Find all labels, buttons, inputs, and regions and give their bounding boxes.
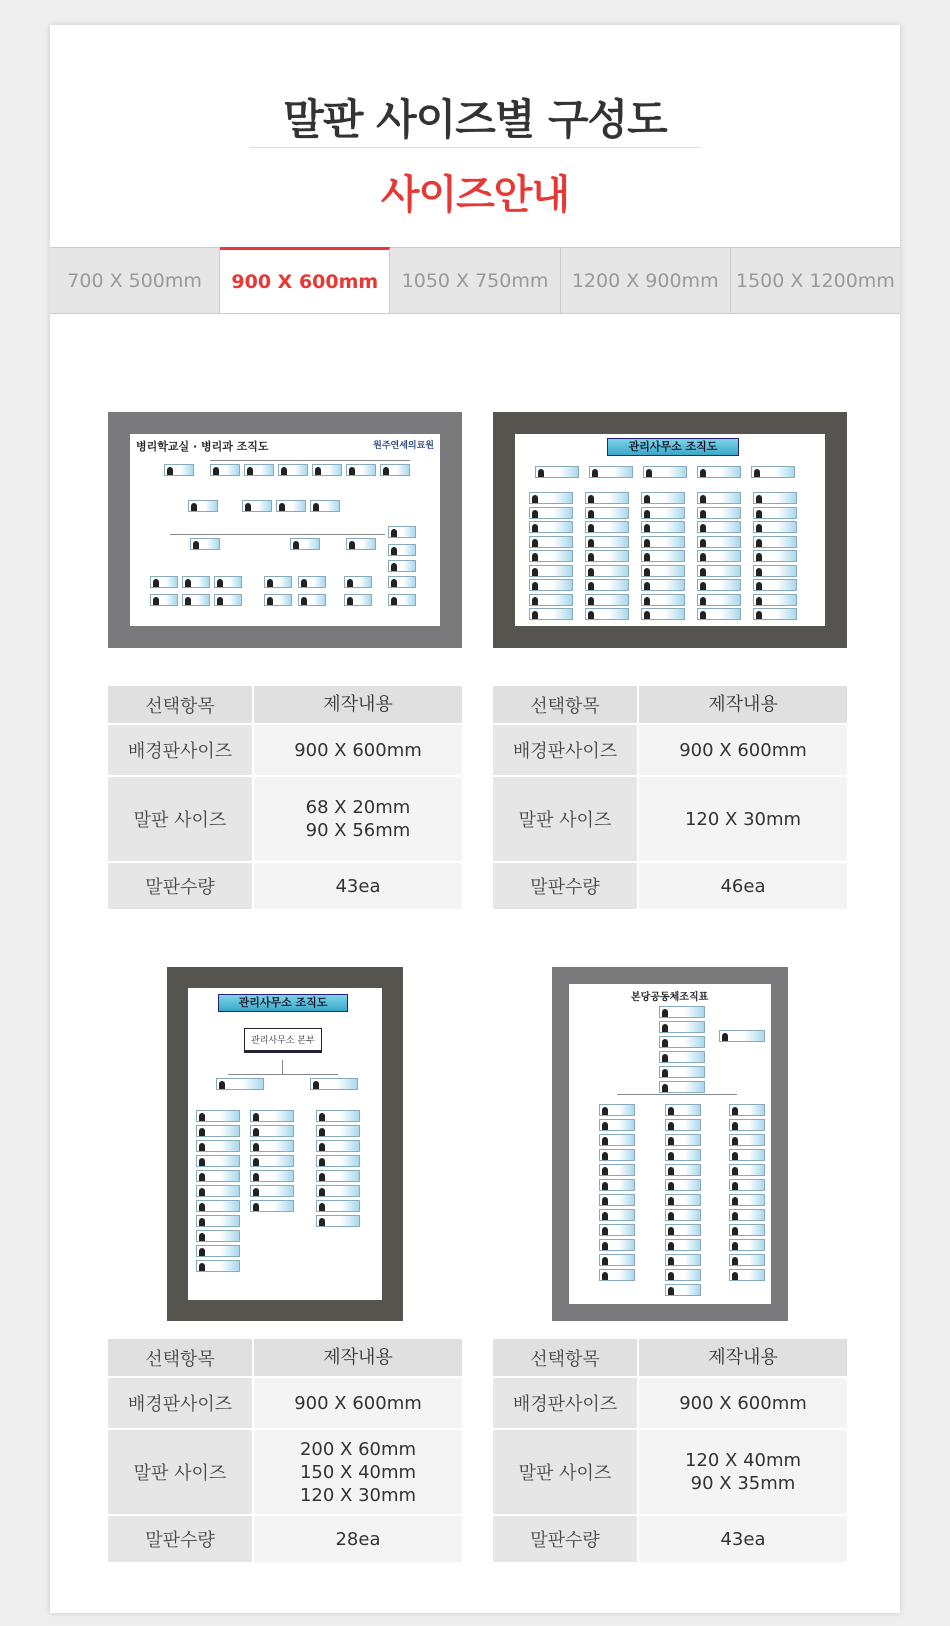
chart-nameplate [529, 565, 573, 577]
chart-nameplate [585, 507, 629, 519]
chart-nameplate [697, 579, 741, 591]
tab-1200x900[interactable]: 1200 X 900mm [561, 248, 731, 313]
chart-nameplate [641, 608, 685, 620]
chart-nameplate [665, 1239, 701, 1251]
plate-size-line: 90 X 56mm [305, 820, 411, 841]
bg-size-val: 900 X 600mm [253, 1377, 462, 1429]
chart-nameplate [150, 576, 178, 588]
chart-nameplate [244, 464, 274, 476]
chart-nameplate [585, 608, 629, 620]
preview-title: 관리사무소 조직도 [607, 438, 739, 456]
plate-size-val [638, 1429, 847, 1515]
plate-size-line: 150 X 40mm [299, 1461, 417, 1483]
chart-nameplate [388, 594, 416, 606]
bg-size-val: 900 X 600mm [638, 1377, 847, 1429]
qty-val: 46ea [638, 862, 847, 910]
chart-nameplate [310, 1078, 358, 1090]
tab-1500x1200[interactable]: 1500 X 1200mm [736, 269, 895, 292]
chart-nameplate [753, 521, 797, 533]
chart-nameplate [196, 1215, 240, 1227]
chart-nameplate [697, 492, 741, 504]
chart-nameplate [242, 500, 272, 512]
plate-size-key: 말판 사이즈 [493, 776, 638, 862]
tab-1050x750[interactable]: 1050 X 750mm [390, 248, 560, 313]
chart-nameplate [641, 594, 685, 606]
chart-nameplate [697, 521, 741, 533]
chart-connector [170, 534, 385, 535]
size-tabs [50, 247, 900, 314]
chart-nameplate [164, 464, 194, 476]
chart-nameplate [665, 1104, 701, 1116]
chart-nameplate [729, 1224, 765, 1236]
board-preview-2 [493, 412, 847, 648]
chart-nameplate [641, 536, 685, 548]
plate-size-line: 120 X 30mm [299, 1484, 417, 1506]
chart-nameplate [196, 1200, 240, 1212]
chart-nameplate [214, 576, 242, 588]
chart-nameplate [298, 594, 326, 606]
chart-nameplate [641, 550, 685, 562]
chart-nameplate [190, 538, 220, 550]
chart-nameplate [182, 576, 210, 588]
chart-nameplate [216, 1078, 264, 1090]
chart-nameplate [264, 594, 292, 606]
preview-title: 병리학교실 · 병리과 조직도 [136, 440, 269, 453]
chart-nameplate [276, 500, 306, 512]
chart-nameplate [659, 1066, 705, 1078]
chart-nameplate [641, 507, 685, 519]
chart-nameplate [529, 536, 573, 548]
chart-nameplate [697, 466, 741, 478]
title-divider [250, 147, 700, 148]
tab-700x500[interactable]: 700 X 500mm [50, 248, 220, 313]
chart-nameplate [529, 608, 573, 620]
chart-nameplate [250, 1125, 294, 1137]
chart-nameplate [697, 565, 741, 577]
chart-nameplate [753, 608, 797, 620]
chart-nameplate [665, 1224, 701, 1236]
chart-nameplate [316, 1215, 360, 1227]
chart-nameplate [697, 608, 741, 620]
chart-nameplate [316, 1170, 360, 1182]
chart-nameplate [290, 538, 320, 550]
chart-nameplate [659, 1051, 705, 1063]
chart-nameplate [665, 1209, 701, 1221]
chart-nameplate [316, 1185, 360, 1197]
chart-nameplate [344, 594, 372, 606]
chart-nameplate [585, 550, 629, 562]
chart-nameplate [298, 576, 326, 588]
page-title: 말판 사이즈별 구성도 [283, 95, 667, 144]
chart-nameplate [729, 1149, 765, 1161]
chart-nameplate [665, 1164, 701, 1176]
chart-nameplate [388, 526, 416, 538]
chart-nameplate [665, 1179, 701, 1191]
chart-nameplate [196, 1140, 240, 1152]
chart-nameplate [196, 1185, 240, 1197]
content-panel [50, 25, 900, 1613]
chart-nameplate [264, 576, 292, 588]
chart-nameplate [665, 1149, 701, 1161]
chart-nameplate [388, 544, 416, 556]
chart-nameplate [188, 500, 218, 512]
qty-val: 43ea [253, 862, 462, 910]
chart-nameplate [665, 1194, 701, 1206]
plate-size-key: 말판 사이즈 [108, 1429, 253, 1515]
chart-nameplate [729, 1269, 765, 1281]
preview-subtitle: 관리사무소 본부 [244, 1028, 322, 1053]
head-key: 선택항목 [493, 1339, 638, 1377]
head-val: 제작내용 [638, 686, 847, 724]
bg-size-val: 900 X 600mm [253, 724, 462, 776]
chart-nameplate [346, 538, 376, 550]
chart-nameplate [196, 1170, 240, 1182]
plate-size-line: 120 X 30mm [684, 808, 802, 830]
chart-nameplate [250, 1200, 294, 1212]
chart-nameplate [585, 565, 629, 577]
chart-nameplate [697, 594, 741, 606]
bg-size-key: 배경판사이즈 [108, 1377, 253, 1429]
chart-nameplate [535, 466, 579, 478]
qty-key: 말판수량 [108, 1515, 253, 1563]
tab-900x600[interactable]: 900 X 600mm [220, 247, 390, 313]
bg-size-key: 배경판사이즈 [493, 1377, 638, 1429]
chart-nameplate [316, 1200, 360, 1212]
chart-nameplate [344, 576, 372, 588]
preview-title: 관리사무소 조직도 [218, 994, 348, 1012]
page-subtitle: 사이즈안내 [380, 172, 570, 218]
spec-table-2 [493, 686, 847, 911]
spec-table-1 [108, 686, 462, 911]
chart-nameplate [659, 1006, 705, 1018]
board-canvas [569, 984, 771, 1304]
chart-connector [210, 460, 410, 461]
chart-nameplate [529, 521, 573, 533]
chart-nameplate [529, 507, 573, 519]
head-key: 선택항목 [108, 1339, 253, 1377]
plate-size-line: 120 X 40mm [684, 1450, 802, 1471]
qty-val: 43ea [638, 1515, 847, 1563]
chart-nameplate [250, 1170, 294, 1182]
board-preview-4 [552, 967, 788, 1321]
chart-nameplate [196, 1245, 240, 1257]
chart-nameplate [665, 1254, 701, 1266]
preview-logo: 원주연세의료원 [373, 441, 434, 451]
board-preview-1 [108, 412, 462, 648]
chart-nameplate [585, 594, 629, 606]
chart-nameplate [599, 1104, 635, 1116]
chart-nameplate [729, 1179, 765, 1191]
chart-nameplate [659, 1081, 705, 1093]
chart-nameplate [665, 1269, 701, 1281]
chart-nameplate [196, 1125, 240, 1137]
chart-nameplate [214, 594, 242, 606]
chart-nameplate [753, 594, 797, 606]
head-key: 선택항목 [108, 686, 253, 724]
chart-nameplate [729, 1194, 765, 1206]
plate-size-line: 200 X 60mm [299, 1438, 417, 1460]
chart-nameplate [599, 1164, 635, 1176]
board-preview-3 [167, 967, 403, 1321]
chart-nameplate [599, 1149, 635, 1161]
chart-nameplate [380, 464, 410, 476]
qty-val: 28ea [253, 1515, 462, 1563]
chart-nameplate [729, 1134, 765, 1146]
chart-nameplate [585, 579, 629, 591]
head-val: 제작내용 [638, 1339, 847, 1377]
head-val: 제작내용 [253, 686, 462, 724]
chart-nameplate [697, 507, 741, 519]
chart-nameplate [659, 1021, 705, 1033]
head-key: 선택항목 [493, 686, 638, 724]
chart-nameplate [641, 565, 685, 577]
chart-nameplate [529, 594, 573, 606]
chart-nameplate [585, 521, 629, 533]
chart-nameplate [599, 1224, 635, 1236]
chart-nameplate [278, 464, 308, 476]
plate-size-line: 68 X 20mm [305, 797, 411, 818]
spec-table-4 [493, 1339, 847, 1564]
chart-nameplate [729, 1119, 765, 1131]
chart-nameplate [250, 1155, 294, 1167]
chart-nameplate [529, 579, 573, 591]
chart-nameplate [729, 1254, 765, 1266]
plate-size-val [253, 1429, 462, 1515]
chart-nameplate [210, 464, 240, 476]
chart-nameplate [316, 1155, 360, 1167]
chart-nameplate [729, 1104, 765, 1116]
chart-nameplate [250, 1110, 294, 1122]
chart-nameplate [753, 492, 797, 504]
chart-nameplate [182, 594, 210, 606]
chart-nameplate [585, 536, 629, 548]
chart-nameplate [346, 464, 376, 476]
chart-nameplate [729, 1209, 765, 1221]
chart-nameplate [753, 550, 797, 562]
chart-nameplate [599, 1194, 635, 1206]
chart-connector [282, 1060, 283, 1074]
board-canvas [130, 434, 440, 626]
plate-size-key: 말판 사이즈 [493, 1429, 638, 1515]
chart-nameplate [599, 1254, 635, 1266]
plate-size-val [638, 776, 847, 862]
bg-size-key: 배경판사이즈 [493, 724, 638, 776]
chart-nameplate [665, 1119, 701, 1131]
chart-nameplate [753, 579, 797, 591]
chart-nameplate [665, 1284, 701, 1296]
chart-nameplate [599, 1179, 635, 1191]
chart-nameplate [310, 500, 340, 512]
chart-nameplate [729, 1239, 765, 1251]
chart-nameplate [641, 521, 685, 533]
chart-nameplate [641, 492, 685, 504]
chart-nameplate [665, 1134, 701, 1146]
chart-nameplate [388, 576, 416, 588]
chart-nameplate [697, 550, 741, 562]
chart-nameplate [751, 466, 795, 478]
chart-nameplate [643, 466, 687, 478]
bg-size-key: 배경판사이즈 [108, 724, 253, 776]
chart-nameplate [316, 1140, 360, 1152]
chart-nameplate [150, 594, 178, 606]
chart-nameplate [753, 536, 797, 548]
chart-nameplate [697, 536, 741, 548]
board-canvas [188, 988, 382, 1300]
chart-nameplate [196, 1110, 240, 1122]
chart-nameplate [529, 550, 573, 562]
chart-nameplate [196, 1230, 240, 1242]
qty-key: 말판수량 [108, 862, 253, 910]
chart-nameplate [659, 1036, 705, 1048]
head-val: 제작내용 [253, 1339, 462, 1377]
chart-nameplate [388, 560, 416, 572]
chart-nameplate [599, 1209, 635, 1221]
board-canvas [515, 434, 825, 626]
chart-nameplate [753, 507, 797, 519]
qty-key: 말판수량 [493, 862, 638, 910]
chart-connector [228, 1074, 338, 1075]
chart-nameplate [599, 1134, 635, 1146]
bg-size-val: 900 X 600mm [638, 724, 847, 776]
chart-nameplate [196, 1260, 240, 1272]
chart-nameplate [729, 1164, 765, 1176]
chart-nameplate [312, 464, 342, 476]
chart-nameplate [250, 1185, 294, 1197]
spec-table-3 [108, 1339, 462, 1564]
chart-nameplate [316, 1125, 360, 1137]
plate-size-val [253, 776, 462, 862]
chart-nameplate [719, 1030, 765, 1042]
chart-nameplate [250, 1140, 294, 1152]
chart-nameplate [196, 1155, 240, 1167]
chart-nameplate [599, 1239, 635, 1251]
chart-nameplate [599, 1119, 635, 1131]
chart-nameplate [753, 565, 797, 577]
chart-nameplate [641, 579, 685, 591]
chart-nameplate [316, 1110, 360, 1122]
chart-nameplate [529, 492, 573, 504]
chart-connector [617, 1094, 737, 1095]
chart-nameplate [589, 466, 633, 478]
plate-size-line: 90 X 35mm [690, 1473, 796, 1494]
preview-title: 본당공동체조직표 [631, 992, 709, 1003]
chart-nameplate [599, 1269, 635, 1281]
chart-nameplate [585, 492, 629, 504]
qty-key: 말판수량 [493, 1515, 638, 1563]
plate-size-key: 말판 사이즈 [108, 776, 253, 862]
